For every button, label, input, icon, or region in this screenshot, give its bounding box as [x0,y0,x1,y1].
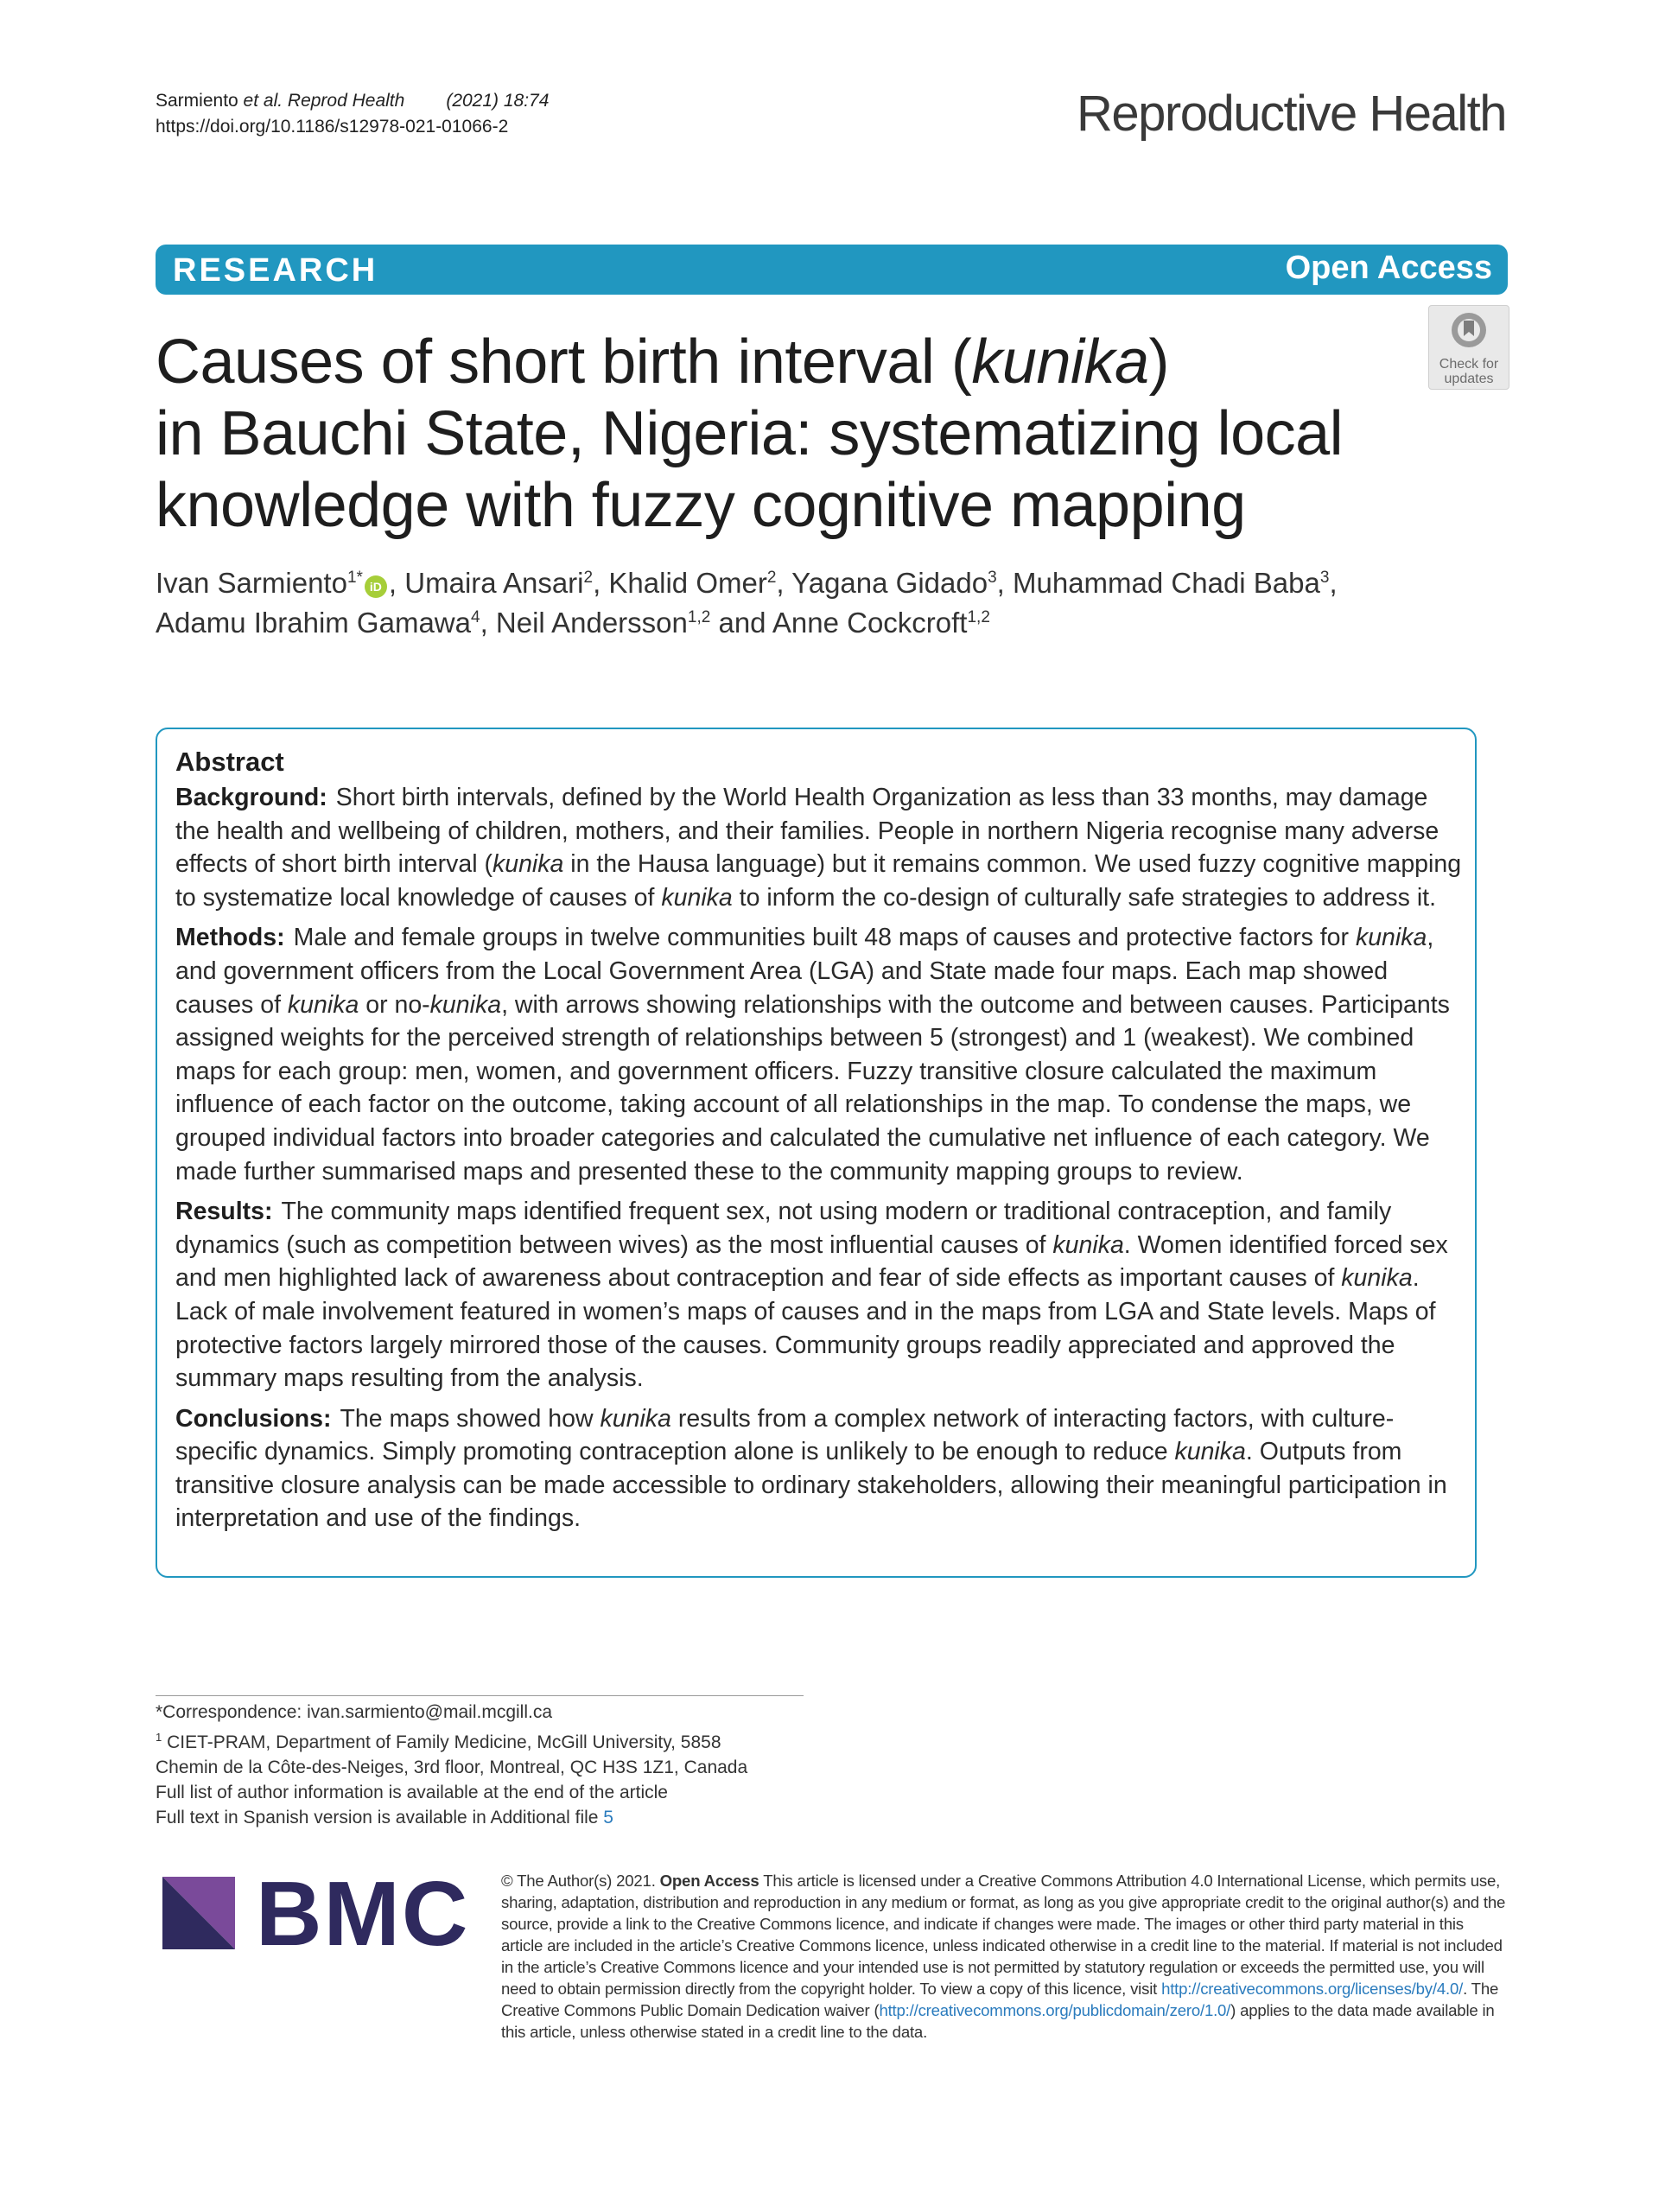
background-text: in the Hausa language) but it remains common. We used fuzzy cognitive mapping to systematize local knowledge of causes of [175,850,1462,912]
author-name: Anne Cockcroft [772,607,968,639]
author-affiliation: 1,2 [687,608,711,626]
license-body: . The Creative Commons Public Domain Dedication waiver ( [501,1980,1499,2019]
conclusions-label: Conclusions: [175,1404,332,1433]
results-text: . Women identified forced sex and men highlighted lack of awareness about contraception and fear of side effects as important causes of [175,1230,1448,1293]
license-copyright: © The Author(s) 2021. [501,1872,660,1890]
conclusions-text: The maps showed how [340,1404,601,1433]
results-text: The community maps identified frequent sex, not using modern or traditional contraception, and family dynamics (such as competition between wives) as the most influential causes of [175,1198,1392,1259]
results-label: Results: [175,1198,273,1226]
term-kunika: kunika [287,990,359,1019]
author-name: Ivan Sarmiento [156,567,347,599]
abstract-conclusions [175,1402,1463,1535]
citation-journal: et al. Reprod Health [243,91,405,111]
citation-authors: Sarmiento [156,91,244,111]
affiliation-number: 1 [156,1731,162,1744]
author-separator: , [996,567,1013,599]
methods-text: , and government officers from the Local Government Area (LGA) and State made four maps. Each map showed causes of [175,924,1434,1019]
author-name: Khalid Omer [608,567,767,599]
methods-label: Methods: [175,924,285,952]
title-line1: Causes of short birth interval ( [156,327,972,397]
author-affiliation: 1,2 [967,608,990,626]
badge-line1: Check for [1439,357,1499,372]
check-updates-icon [1449,310,1489,350]
author-name: Adamu Ibrahim Gamawa [156,607,471,639]
author-name: Muhammad Chadi Baba [1013,567,1320,599]
full-list-note: Full list of author information is available at the end of the article [156,1783,668,1802]
conclusions-text: . Outputs from transitive closure analysis can be made accessible to ordinary stakeholders, allowing their meaningful participation in interpretation and use of the findings. [175,1438,1447,1533]
term-kunika: kunika [1174,1438,1246,1466]
orcid-icon[interactable]: iD [365,575,387,598]
author-name: Umaira Ansari [404,567,584,599]
author-separator: , [388,567,405,599]
conclusions-text: results from a complex network of interacting factors, with culture-specific dynamics. Simply promoting contraception alone is unlikely to be enough to reduce [175,1404,1395,1466]
license-body: ) applies to the data made available in this article, unless otherwise stated in a credit line to the data. [501,2001,1495,2041]
abstract-box [156,728,1477,1578]
bmc-logo-text: BMC [256,1863,470,1965]
footnotes [156,1700,747,1830]
cc0-link[interactable]: http://creativecommons.org/publicdomain/zero/1.0/ [879,2001,1231,2019]
methods-text: or no- [359,990,430,1019]
author-affiliation: 2 [583,569,594,587]
abstract-heading: Abstract [175,747,284,777]
footnote-divider [156,1695,804,1696]
author-separator: and [710,607,772,639]
author-affiliation: 2 [766,569,777,587]
methods-text: Male and female groups in twelve communities built 48 maps of causes and protective factors for [293,924,1356,952]
author-affiliation: 3 [988,569,997,587]
term-kunika: kunika [1355,924,1427,952]
doi-link[interactable]: https://doi.org/10.1186/s12978-021-01066-2 [156,117,509,137]
author-separator: , [593,567,609,599]
article-type-label: RESEARCH [173,252,378,289]
citation-block [156,88,549,140]
open-access-label: Open Access [1285,250,1492,286]
badge-line2: updates [1444,372,1494,386]
article-title [156,327,1348,542]
author-affiliation: 3 [1319,569,1330,587]
author-affiliation: 1* [346,569,363,587]
affiliation-line: CIET-PRAM, Department of Family Medicine, McGill University, 5858 [162,1732,721,1752]
additional-file-link[interactable]: 5 [603,1808,613,1827]
title-italic-term: kunika [971,327,1149,397]
author-affiliation: 4 [470,608,480,626]
abstract-background [175,781,1463,914]
correspondence: *Correspondence: ivan.sarmiento@mail.mcgill.ca [156,1702,553,1722]
abstract-results [175,1195,1463,1395]
term-kunika: kunika [600,1404,671,1433]
results-text: . Lack of male involvement featured in women’s maps of causes and in the maps from LGA and State levels. Maps of protective factors largely mirrored those of the causes. Community groups readily appreciated and approved the summary maps resulting from the analysis. [175,1264,1436,1393]
author-list [156,563,1452,643]
journal-name: Reproductive Health [1076,86,1506,142]
background-text: to inform the co-design of culturally safe strategies to address it. [732,883,1436,912]
spanish-note: Full text in Spanish version is available in Additional file [156,1808,604,1827]
author-separator: , [480,607,496,639]
term-kunika: kunika [492,850,564,879]
term-kunika: kunika [1341,1264,1413,1293]
license-body: This article is licensed under a Creative Commons Attribution 4.0 International License, which permits use, sharing, adaptation, distribution and reproduction in any medium or format, as long as you give appropriate credit to the original author(s) and the source, provide a link to the Creative Commons licence, and indicate if changes were made. The images or other third party material in this article are included in the article’s Creative Commons licence, unless indicated otherwise in a credit line to the material. If material is not included in the article’s Creative Commons licence and your intended use is not permitted by statutory regulation or exceeds the permitted use, you will need to obtain permission directly from the copyright holder. To view a copy of this licence, visit [501,1872,1506,1998]
affiliation-line: Chemin de la Côte-des-Neiges, 3rd floor, Montreal, QC H3S 1Z1, Canada [156,1758,748,1777]
license-text [501,1870,1508,2043]
abstract-methods [175,921,1463,1188]
author-separator: , [776,567,792,599]
license-open-access: Open Access [659,1872,759,1890]
author-name: Neil Andersson [495,607,688,639]
citation-year: (2021) 18:74 [446,91,550,111]
license-link[interactable]: http://creativecommons.org/licenses/by/4.0/ [1161,1980,1464,1998]
title-line3: knowledge with fuzzy cognitive mapping [156,471,1246,540]
methods-text: , with arrows showing relationships with the outcome and between causes. Participants assigned weights for the perceived strength of relationships between 5 (strongest) and 1 (weakest). We combined maps for each group: men, women, and government officers. Fuzzy transitive closure calculated the maximum influence of each factor on the outcome, taking account of all relationships in the map. To condense the maps, we grouped individual factors into broader categories and calculated the cumulative net influence of each category. We made further summarised maps and presented these to the community mapping groups to review. [175,990,1450,1185]
term-kunika: kunika [429,990,502,1019]
background-label: Background: [175,784,327,811]
title-line2: in Bauchi State, Nigeria: systematizing local [156,399,1344,468]
background-text: Short birth intervals, defined by the World Health Organization as less than 33 months, may damage the health and wellbeing of children, mothers, and their families. People in northern Nigeria recognise many adverse effects of short birth interval ( [175,784,1439,879]
term-kunika: kunika [1052,1230,1124,1259]
author-name: Yagana Gidado [791,567,988,599]
check-for-updates-badge[interactable] [1428,305,1509,390]
article-type-bar [156,245,1508,295]
title-line1-end: ) [1148,327,1170,397]
term-kunika: kunika [661,883,733,912]
author-separator: , [1329,567,1338,599]
